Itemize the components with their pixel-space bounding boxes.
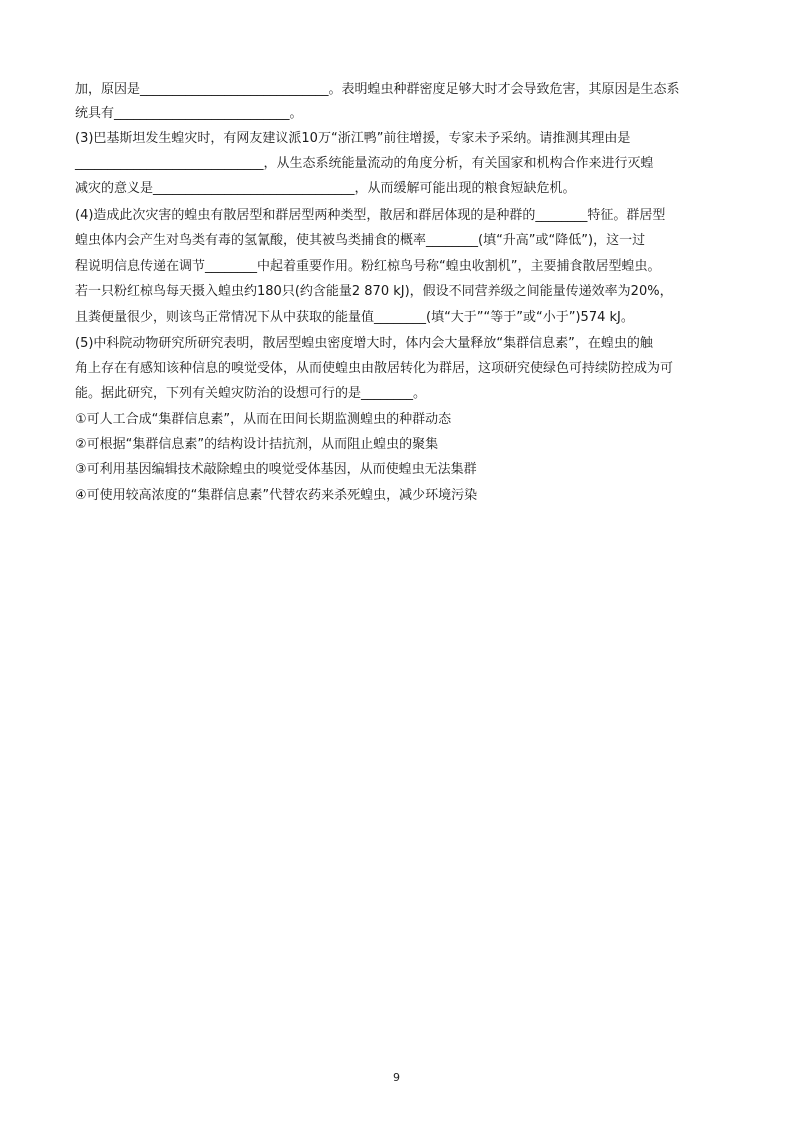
option-line: ①可人工合成“集群信息素”，从而在田间长期监测蝗虫的种群动态 [75, 412, 452, 427]
text-line: 能。据此研究，下列有关蝗灾防治的设想可行的是________。 [75, 386, 427, 401]
text-line: 若一只粉红椋鸟每天摄入蝗虫约180只(约含能量2 870 kJ)，假设不同营养级之间能量传递效率为20%， [75, 284, 673, 299]
page-number: 9 [393, 1071, 400, 1084]
text-line: 蝗虫体内会产生对鸟类有毒的氢氰酸，使其被鸟类捕食的概率________(填“升高”或“降低”)，这一过 [75, 233, 646, 248]
text-line: (5)中科院动物研究所研究表明，散居型蝗虫密度增大时，体内会大量释放“集群信息素”，在蝗虫的触 [75, 336, 653, 351]
text-line: 程说明信息传递在调节________中起着重要作用。粉红椋鸟号称“蝗虫收割机”，主要捕食散居型蝗虫。 [75, 259, 661, 274]
text-line: (3)巴基斯坦发生蝗灾时，有网友建议派10万“浙江鸭”前往增援，专家未予采纳。请推测其理由是 [75, 131, 631, 146]
text-line: 角上存在有感知该种信息的嗅觉受体，从而使蝗虫由散居转化为群居，这项研究使绿色可持续防控成为可 [75, 361, 674, 376]
option-line: ③可利用基因编辑技术敲除蝗虫的嗅觉受体基因，从而使蝗虫无法集群 [75, 462, 477, 477]
text-line: (4)造成此次灾害的蝗虫有散居型和群居型两种类型，散居和群居体现的是种群的________特征。群居型 [75, 208, 666, 223]
text-line: 加，原因是_____________________________。表明蝗虫种群密度足够大时才会导致危害，其原因是生态系 [75, 82, 680, 97]
text-line: 且粪便量很少，则该鸟正常情况下从中获取的能量值________(填“大于”“等于”或“小于”)574 kJ。 [75, 310, 634, 325]
text-line: _____________________________，从生态系统能量流动的角度分析，有关国家和机构合作来进行灭蝗 [75, 156, 654, 171]
option-line: ④可使用较高浓度的“集群信息素”代替农药来杀死蝗虫，减少环境污染 [75, 488, 478, 503]
text-line: 减灾的意义是_______________________________，从而缓解可能出现的粮食短缺危机。 [75, 181, 576, 196]
option-line: ②可根据“集群信息素”的结构设计拮抗剂，从而阻止蝗虫的聚集 [75, 437, 439, 452]
text-line: 统具有___________________________。 [75, 106, 303, 121]
